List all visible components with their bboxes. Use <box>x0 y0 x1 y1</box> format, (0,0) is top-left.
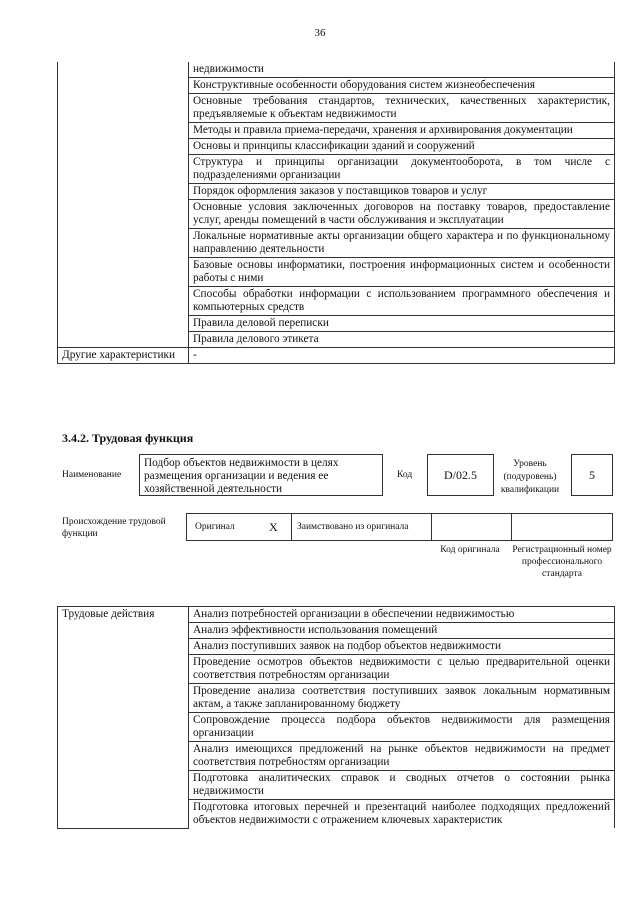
table-row <box>58 155 615 184</box>
table-row <box>58 607 615 623</box>
labor-action-item: Анализ эффективности использования помещений <box>189 623 615 639</box>
table-row <box>58 78 615 94</box>
table-row <box>58 62 615 78</box>
labor-actions-table <box>57 606 615 829</box>
function-code-value: D/02.5 <box>427 454 494 496</box>
empty-label-cell <box>58 332 189 348</box>
table-row <box>58 123 615 139</box>
table-row <box>58 287 615 316</box>
labor-action-item: Подготовка аналитических справок и сводных отчетов о состоянии рынка недвижимости <box>189 771 615 800</box>
knowledge-item: Основные условия заключенных договоров на поставку товаров, предоставление услуг, аренды помещений в части обслуживания и эксплуатации <box>189 200 615 229</box>
empty-label-cell <box>58 229 189 258</box>
knowledge-item: Структура и принципы организации документооборота, в том числе с подразделениями организации <box>189 155 615 184</box>
knowledge-item: Способы обработки информации с использованием программного обеспечения и компьютерных средств <box>189 287 615 316</box>
empty-label-cell <box>58 155 189 184</box>
knowledge-item: Основные требования стандартов, технических, качественных характеристик, предъявляемые к объектам недвижимости <box>189 94 615 123</box>
labor-action-item: Проведение осмотров объектов недвижимости с целью предварительной оценки соответствия потребностям организации <box>189 655 615 684</box>
labor-action-item: Анализ имеющихся предложений на рынке объектов недвижимости на предмет соответствия потребностям организации <box>189 742 615 771</box>
knowledge-item: Локальные нормативные акты организации общего характера и по функциональному направлению деятельности <box>189 229 615 258</box>
level-value: 5 <box>571 454 613 496</box>
section-heading: 3.4.2. Трудовая функция <box>62 431 194 445</box>
table-row <box>58 258 615 287</box>
knowledge-item: Конструктивные особенности оборудования систем жизнеобеспечения <box>189 78 615 94</box>
empty-label-cell <box>58 184 189 200</box>
code-label: Код <box>397 470 413 480</box>
origin-separator <box>511 514 512 540</box>
table-row <box>58 139 615 155</box>
origin-separator <box>431 514 432 540</box>
table-row <box>58 200 615 229</box>
level-label: Уровень (подуровень) квалификации <box>500 459 560 495</box>
page-number: 36 <box>314 27 326 39</box>
knowledge-item: Правила деловой переписки <box>189 316 615 332</box>
labor-action-item: Анализ поступивших заявок на подбор объектов недвижимости <box>189 639 615 655</box>
origin-mark: X <box>269 519 278 534</box>
table-row <box>58 184 615 200</box>
table-row <box>58 332 615 348</box>
empty-label-cell <box>58 139 189 155</box>
table-row <box>58 229 615 258</box>
other-characteristics-value: - <box>189 348 615 364</box>
table-row <box>58 348 615 364</box>
knowledge-item: Методы и правила приема-передачи, хранения и архивирования документации <box>189 123 615 139</box>
code-original-label: Код оригинала <box>440 545 500 555</box>
labor-action-item: Анализ потребностей организации в обеспечении недвижимостью <box>189 607 615 623</box>
empty-label-cell <box>58 94 189 123</box>
origin-borrowed: Заимствовано из оригинала <box>297 522 409 532</box>
name-label: Наименование <box>62 470 122 480</box>
function-name-value: Подбор объектов недвижимости в целях размещения организации и ведения ее хозяйственной деятельности <box>139 454 383 496</box>
empty-label-cell <box>58 78 189 94</box>
empty-label-cell <box>58 258 189 287</box>
empty-label-cell <box>58 200 189 229</box>
knowledge-item: недвижимости <box>189 62 615 78</box>
empty-label-cell <box>58 123 189 139</box>
labor-action-item: Подготовка итоговых перечней и презентаций наиболее подходящих предложений объектов недвижимости с отражением ключевых характеристик <box>189 800 615 829</box>
knowledge-table <box>57 62 615 364</box>
knowledge-item: Основы и принципы классификации зданий и сооружений <box>189 139 615 155</box>
empty-label-cell <box>58 316 189 332</box>
empty-label-cell <box>58 62 189 78</box>
origin-label: Происхождение трудовой функции <box>62 517 166 539</box>
origin-box <box>186 513 613 541</box>
registration-number-label: Регистрационный номер профессионального стандарта <box>512 545 612 579</box>
knowledge-item: Правила делового этикета <box>189 332 615 348</box>
knowledge-item: Базовые основы информатики, построения информационных систем и особенности работы с ними <box>189 258 615 287</box>
empty-label-cell <box>58 287 189 316</box>
origin-original: Оригинал <box>195 522 235 532</box>
origin-separator <box>291 514 292 540</box>
labor-action-item: Сопровождение процесса подбора объектов недвижимости для размещения организации <box>189 713 615 742</box>
labor-action-item: Проведение анализа соответствия поступивших заявок локальным нормативным актам, а также запланированному бюджету <box>189 684 615 713</box>
other-characteristics-label: Другие характеристики <box>58 348 189 364</box>
table-row <box>58 94 615 123</box>
labor-actions-label: Трудовые действия <box>58 607 189 829</box>
knowledge-item: Порядок оформления заказов у поставщиков товаров и услуг <box>189 184 615 200</box>
table-row <box>58 316 615 332</box>
